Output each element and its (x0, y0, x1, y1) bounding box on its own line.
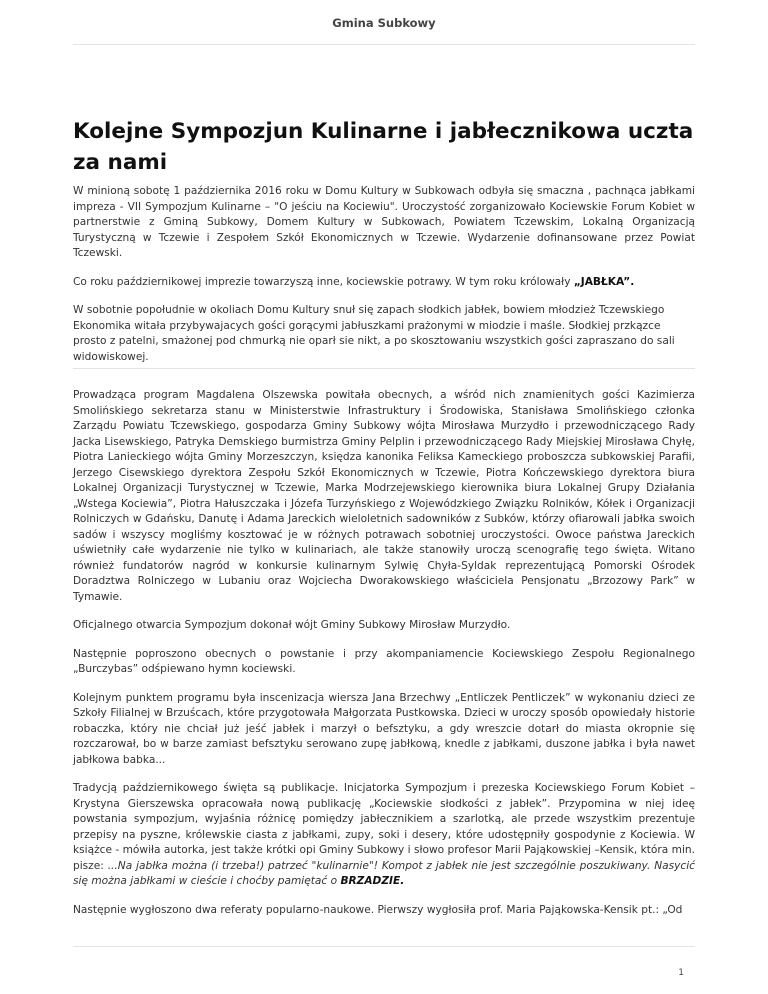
header-divider (73, 44, 695, 45)
paragraph-lectures: Następnie wygłoszono dwa referaty popularno-naukowe. Pierwszy wygłosiła prof. Maria Pająkowska-Kensik pt.: „Od (73, 903, 683, 916)
paragraph-opening: Oficjalnego otwarcia Sympozjum dokonał wójt Gminy Subkowy Mirosław Murzydło. (73, 619, 511, 631)
section-divider (73, 368, 695, 369)
paragraph-intro: W minioną sobotę 1 października 2016 roku w Domu Kultury w Subkowach odbyła się smaczna , pachnąca jabłkami impreza - VII Sympozjum Kulinarne – "O jeściu na Kociewiu". Uroczystość zorganizowało Kociewskie Forum Kobiet w partnerstwie z Gminą Subkowy, Domem Kultury w Subkowach, Powiatem Tczewskim, Lokalną Organizacją Turystyczną w Tczewie i Zespołem Szkół Ekonomicznych w Tczewie. Wydarzenie dofinansowane przez Powiat Tczewski. (73, 185, 695, 259)
paragraph-apples-text: Co roku październikowej imprezie towarzyszą inne, kociewskie potrawy. W tym roku królowały (73, 275, 574, 288)
apples-emphasis: „JABŁKA”. (573, 275, 635, 288)
paragraph-afternoon: W sobotnie popołudnie w okoliach Domu Kultury snuł się zapach słodkich jabłek, bowiem młodzież Tczewskiego Ekonomika witała przybywajacych gości gorącymi jabłuszkami prażonymi w miodzie i maśle. Słodkiej przkązce prosto z patelni, smażonej pod chmurką nie oparł sie nikt, a po skosztowaniu wszystkich gości zapraszano do sali widowiskowej. (73, 304, 675, 363)
paragraph-performance: Kolejnym punktem programu była inscenizacja wiersza Jana Brzechwy „Entliczek Pentliczek” w wykonaniu dzieci ze Szkoły Filialnej w Brzuścach, które przygotowała Małgorzata Pustkowska. Dzieci w uroczy sposób opowiedały historie robaczka, który nie chciał już jeść jabłek i marzył o befsztyku, a gdy wreszcie dotarł do miasta okropnie się rozczarował, bo w barze zamiast befsztyku serowano zupę jabłkową, knedle z jabłkami, duszone jabłka i była nawet jabłkowa babka... (73, 691, 695, 766)
footer-divider (73, 946, 695, 947)
brzad-emphasis: BRZADZIE. (340, 875, 405, 887)
publications-text: Tradycją październikowego święta są publikacje. Inicjatorka Sympozjum i prezeska Kociewskiego Forum Kobiet – Krystyna Gierszewska opracowała nową publikację „Kociewskie słodkości z jabłek”. Przypomina w niej ideę powstania sympozjum, wyjaśnia różnicę pomiędzy jabłecznikiem a szarlotką, ale przede wszystkim prezentuje przepisy na pyszne, królewskie ciasta z jabłkami, zupy, soki i desery, które udostępniły gospodynie z Kociewia. W książce - mówiła autorka, jest także krótki opi Gminy Subkowy i słowo profesor Marii Pająkowskiej –Kensik, która min. pisze: (73, 782, 695, 872)
paragraph-anthem: Następnie poproszono obecnych o powstanie i przy akompaniamencie Kociewskiego Zespołu Regionalnego „Burczybas” odśpiewano hymn kociewski. (73, 647, 695, 675)
paragraph-guests: Prowadząca program Magdalena Olszewska powitała obecnych, a wśród nich znamienitych gości Kazimierza Smolińskiego sekretarza stanu w Ministerstwie Infrastruktury i Środowiska, Stanisława Smolińskiego członka Zarządu Powiatu Tczewskiego, gospodarza Gminy Subkowy wójta Mirosława Murzydło i przewodniczącego Rady Jacka Lisewskiego, Patryka Demskiego burmistrza Gminy Pelplin i przewodniczącego Rady Miejskiej Mirosława Chyłę, Piotra Lanieckiego wójta Gminy Morzeszczyn, księdza kanonika Feliksa Kameckiego proboszcza subkowskiej Parafii, Jerzego Cisewskiego dyrektora Zespołu Szkół Ekonomicznych w Tczewie, Piotra Kończewskiego dyrektora biura Lokalnej Organizacji Turystycznej w Tczewie, Marka Modrzejewskiego kierownika biura Lokalnej Grupy Działania „Wstega Kociewia”, Piotra Hałuszczaka i Józefa Turzyńskiego z Wojewódzkiego Związku Rolników, Kółek i Organizacji Rolniczych w Gdańsku, Danutę i Adama Jareckich wieloletnich sadowników z Subków, którzy ofiarowali jabłka swoich sadów i wszyscy mogliśmy kosztować je w różnych potrawach sobotniej uroczystości. Owoce państwa Jareckich uświetniły całe wydarzenie nie tylko w kulinariach, ale także stanowiły uroczą scenografię tego święta. Witano również fundatorów nagród w konkursie kulinarnym Sylwię Chyła-Syldak reprezentującą Pomorski Ośrodek Doradztwa Rolniczego w Lubaniu oraz Wojciecha Dworakowskiego właściciela Pensjonatu „Brzozowy Park” w Tymawie. (73, 389, 695, 603)
article-title: Kolejne Sympozjun Kulinarne i jabłecznikowa uczta za nami (73, 119, 694, 175)
article-body (73, 388, 695, 931)
publications-quote: ...Na jabłka można (i trzeba!) patrzeć "kulinarnie"! Kompot z jabłek nie jest szczególnie poszukiwany. Nasycić się można jabłkami w cieście i choćby pamiętać o (73, 859, 696, 887)
page-number: 1 (678, 968, 684, 978)
article-intro (73, 184, 695, 378)
paragraph-publications (73, 781, 695, 890)
site-name: Gmina Subkowy (332, 16, 436, 30)
paragraph-apples (73, 275, 695, 291)
